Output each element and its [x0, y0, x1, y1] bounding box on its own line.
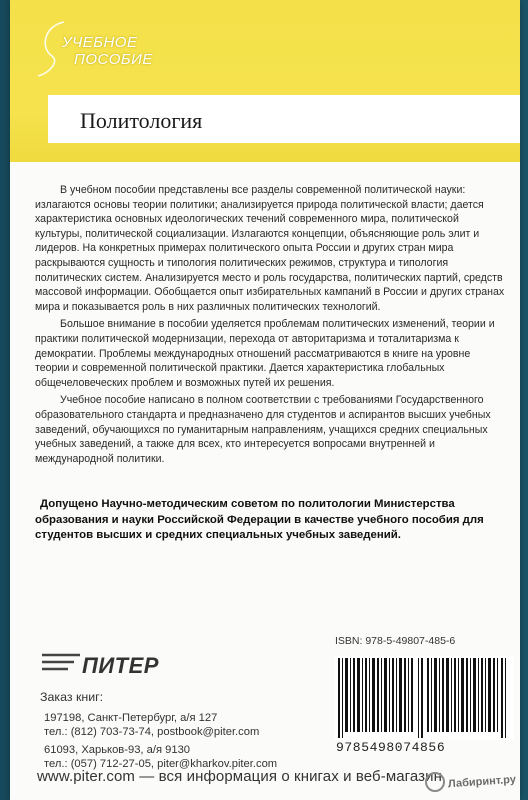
header-band: [10, 0, 520, 162]
book-title: Политология: [80, 108, 203, 133]
kharkov-address: 61093, Харьков-93, а/я 9130: [44, 744, 191, 756]
back-cover: [10, 0, 520, 800]
isbn-text: ISBN: 978-5-49807-485-6: [335, 635, 456, 647]
description-text: [35, 183, 505, 469]
approval-statement: Допущено Научно-методическим советом по политологии Министерства образования и науки Российской Федерации в качестве учебного пособия для студентов высших и средних специальных учебных заведений.: [35, 498, 484, 541]
watermark-text: Лабиринт.ру: [447, 773, 517, 791]
barcode-number: 9785498074856: [336, 740, 446, 755]
watermark-ring-icon: [425, 772, 445, 792]
kharkov-contact: тел.: (057) 712-27-05, piter@kharkov.piter.com: [44, 758, 278, 770]
orders-block: [40, 690, 320, 771]
orders-heading: Заказ книг:: [40, 690, 104, 704]
series-label: [62, 34, 153, 68]
description-paragraph-3: Учебное пособие написано в полном соответствии с требованиями Государственного образовательного стандарта и предназначено для студентов и аспирантов высших учебных заведений, обучающихся по гуманитарным направлениям, учащихся средних специальных учебных заведений, а также для всех, кто интересуется вопросами внутренней и международной политики.: [35, 394, 491, 465]
publisher-logo-text: ПИТЕР: [82, 653, 159, 678]
description-paragraph-2: Большое внимание в пособии уделяется проблемам политических изменений, теории и практики политической модернизации, перехода от авторитаризма и тоталитаризма к демократии. Проблемы международных отношений рассматриваются в книге на уровне теории и современной политической практики. Дается характеристика глобальных общечеловеческих проблем и возможных путей их решения.: [35, 318, 495, 389]
series-line-1: УЧЕБНОЕ: [62, 34, 138, 51]
website-line: www.piter.com — вся информация о книгах и веб-магазин: [37, 768, 443, 785]
series-line-2: ПОСОБИЕ: [74, 51, 153, 68]
description-paragraph-1: В учебном пособии представлены все разделы современной политической науки: излагаются основы теории политики; анализируется природа политической власти; дается характеристика основных идеологических течений современного мира, политической культуры, политической социализации. Излагаются концепции, объясняющие роль элит и лидеров. На конкретных примерах политического опыта России и других стран мира раскрываются сущность и типология политических режимов, структура и типология политических систем. Анализируется место и роль государства, политических партий, средств массовой информации. Обобщается опыт избирательных кампаний в России и других странах мира и показывается роль в них различных политических технологий.: [35, 184, 505, 313]
spb-contact: тел.: (812) 703-73-74, postbook@piter.com: [44, 726, 260, 738]
piter-logo-icon: [40, 649, 82, 675]
spb-address: 197198, Санкт-Петербург, а/я 127: [44, 712, 218, 724]
barcode-icon: [334, 656, 514, 740]
title-box: [48, 95, 520, 143]
